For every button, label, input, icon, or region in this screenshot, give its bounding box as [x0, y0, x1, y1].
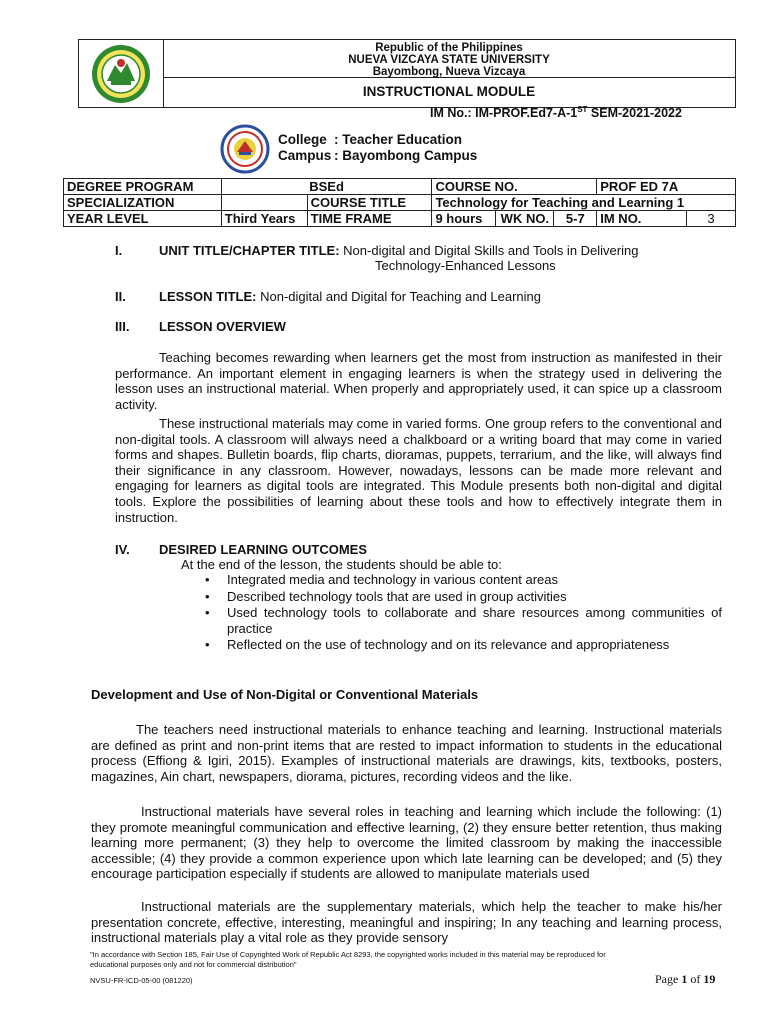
- im-number-suffix: SEM-2021-2022: [587, 106, 682, 121]
- republic-line: Republic of the Philippines: [375, 42, 523, 54]
- outcome-text: Used technology tools to collaborate and share resources among communities of practice: [227, 605, 722, 636]
- development-paragraph-1: The teachers need instructional materials to enhance teaching and learning. Instructional materials are defined as print and non-print items that are rested to impact information to students in the educational process (Effiong & Igiri, 2015). Examples of instructional materials are drawings, kits, textbooks, posters, magazines, Ain chart, newspapers, diorama, pictures, recording videos and the like.: [91, 722, 722, 784]
- list-item: [205, 572, 722, 588]
- time-frame-label: TIME FRAME: [307, 211, 432, 227]
- outcomes-intro: At the end of the lesson, the students should be able to:: [181, 557, 502, 572]
- section-number: IV.: [115, 542, 130, 557]
- document-header: [78, 39, 736, 108]
- list-item: [205, 605, 722, 636]
- section-lesson-overview: [115, 319, 286, 334]
- nvsu-seal-icon: [89, 43, 153, 105]
- im-no-value: 3: [687, 211, 736, 227]
- course-title-label: COURSE TITLE: [307, 195, 432, 211]
- section-number: I.: [115, 243, 123, 258]
- university-location: Bayombong, Nueva Vizcaya: [372, 66, 526, 78]
- year-level-value: Third Years: [221, 211, 307, 227]
- section-lesson-title: [115, 289, 541, 304]
- section-label: LESSON OVERVIEW: [159, 319, 286, 334]
- unit-title-text-line2: Technology-Enhanced Lessons: [375, 258, 556, 273]
- list-item: [205, 589, 722, 605]
- specialization-value: [221, 195, 307, 211]
- im-number-prefix: IM No.: IM-PROF.Ed7-A-1: [430, 106, 578, 121]
- university-logo-cell: [79, 40, 164, 107]
- campus-value: : Bayombong Campus: [334, 148, 478, 163]
- college-value: : Teacher Education: [334, 132, 463, 147]
- im-number-line: [430, 105, 682, 120]
- outcome-text: Reflected on the use of technology and on its relevance and appropriateness: [227, 637, 670, 653]
- university-name: NUEVA VIZCAYA STATE UNIVERSITY: [348, 54, 550, 66]
- degree-program-label: DEGREE PROGRAM: [64, 179, 222, 195]
- campus-label: Campus: [278, 148, 332, 163]
- university-block: [163, 40, 735, 78]
- course-no-value: PROF ED 7A: [597, 179, 736, 195]
- development-paragraph-3: Instructional materials are the supplementary materials, which help the teacher to make his/her presentation concrete, effective, interesting, meaningful and inspiring; In any teaching and learning process, instructional materials play a vital role as they provide sensory: [91, 899, 722, 946]
- college-seal-icon: [218, 124, 272, 174]
- bullet-icon: •: [205, 572, 210, 587]
- list-item: [205, 637, 722, 653]
- im-number-sup: ST: [577, 105, 588, 114]
- course-title-value: Technology for Teaching and Learning 1: [432, 195, 736, 211]
- section-number: III.: [115, 319, 130, 334]
- section-label: UNIT TITLE/CHAPTER TITLE:: [159, 243, 340, 258]
- page-total: 19: [703, 972, 716, 986]
- section-unit-title: [115, 243, 638, 258]
- overview-paragraph-2: These instructional materials may come in varied forms. One group refers to the conventional and non-digital tools. A classroom will always need a chalkboard or a writing board that may come in varied forms and shapes. Bulletin boards, flip charts, dioramas, puppets, terrarium, and the like, will always find their significance in any classroom. However, nowadays, lessons can be made more relevant and engaging for learners as digital tools are integrated. This Module presents both non-digital and digital tools. Explore the possibilities of learning about these tools and how to effectively integrate them in instruction.: [115, 416, 722, 525]
- bullet-icon: •: [205, 588, 210, 604]
- wk-no-label: WK NO.: [496, 211, 554, 227]
- college-label: College: [278, 132, 327, 147]
- page-number: [655, 972, 715, 987]
- page-word: Page: [655, 972, 682, 986]
- course-info-table: [63, 178, 736, 227]
- section-label: LESSON TITLE:: [159, 289, 257, 304]
- section-label: DESIRED LEARNING OUTCOMES: [159, 542, 368, 557]
- overview-paragraph-1: Teaching becomes rewarding when learners get the most from instruction as manifested in their performance. An important element in engaging learners is when the strategy used in delivering the lesson uses an instructional material. When properly and appropriately used, it can spice up a classroom activity.: [115, 350, 722, 412]
- im-no-label: IM NO.: [597, 211, 687, 227]
- degree-program-value: BSEd: [221, 179, 432, 195]
- outcome-text: Described technology tools that are used in group activities: [227, 588, 567, 604]
- section-number: II.: [115, 289, 126, 304]
- table-row: [64, 211, 736, 227]
- module-title: INSTRUCTIONAL MODULE: [362, 84, 536, 99]
- lesson-title-text: Non-digital and Digital for Teaching and Learning: [256, 289, 542, 304]
- table-row: [64, 195, 736, 211]
- page-current: 1: [681, 972, 688, 986]
- section-learning-outcomes: [115, 542, 367, 557]
- development-paragraph-2: Instructional materials have several roles in teaching and learning which include the following: (1) they promote meaningful communication and effective learning, (2) they ensure better retention, thus making learning more permanent; (3) they help to overcome the limited classroom by making the inaccessible accessible; (4) they provide a common experience upon which late learning can be developed; and (5) they encourage participation especially if students are allowed to manipulate materials used: [91, 804, 722, 882]
- form-code: NVSU-FR-ICD-05-00 (081220): [90, 976, 193, 985]
- college-info: [278, 132, 477, 164]
- table-row: [64, 179, 736, 195]
- specialization-label: SPECIALIZATION: [64, 195, 222, 211]
- outcomes-list: [205, 572, 722, 654]
- unit-title-text: Non-digital and Digital Skills and Tools in Delivering: [339, 243, 639, 258]
- bullet-icon: •: [205, 637, 210, 653]
- copyright-notice: "In accordance with Section 185, Fair Use of Copyrighted Work of Republic Act 8293, the copyrighted works included in this material may be reproduced for educational purposes only and not for commercial distribution": [90, 950, 606, 969]
- page-of: of: [687, 972, 704, 986]
- year-level-label: YEAR LEVEL: [64, 211, 222, 227]
- bullet-icon: •: [205, 605, 210, 621]
- course-no-label: COURSE NO.: [432, 179, 597, 195]
- wk-no-value: 5-7: [554, 211, 597, 227]
- outcome-text: Integrated media and technology in various content areas: [227, 572, 558, 587]
- time-frame-value: 9 hours: [432, 211, 496, 227]
- development-heading: Development and Use of Non-Digital or Conventional Materials: [91, 687, 479, 702]
